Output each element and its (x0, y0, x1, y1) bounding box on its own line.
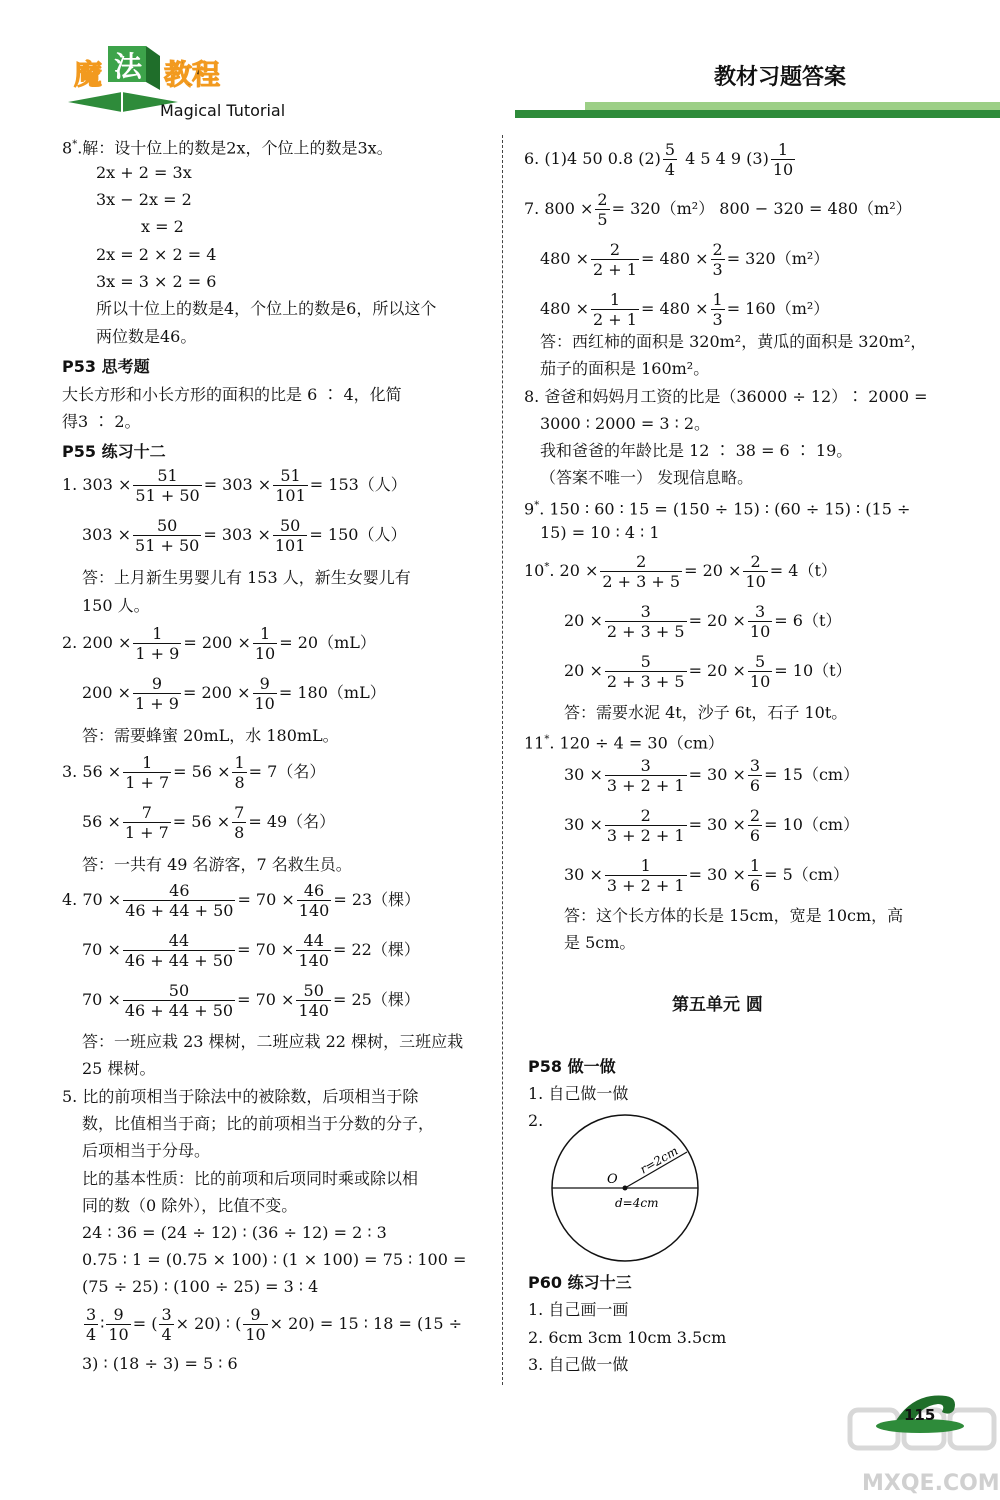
p60-line: 3. 自己做一做 (528, 1355, 629, 1374)
q9-line: 15) = 10 ∶ 4 ∶ 1 (540, 523, 660, 542)
q10-equation-b: 20 × $\frac{3}{2 + 3 + 5}$ = 20 × $\frac{3}{10}$ = 6（t） (564, 602, 842, 641)
circle-diagram (545, 1112, 705, 1276)
logo-char-3: 教程 (164, 58, 221, 91)
q8-heading: 8*.解：设十位上的数是2x，个位上的数是3x。 (62, 138, 393, 158)
p60-title: P60 练习十三 (528, 1273, 632, 1292)
p58-title: P58 做一做 (528, 1057, 616, 1076)
q5-line: 比的基本性质：比的前项和后项同时乘或除以相 (82, 1169, 419, 1188)
q11-answer: 是 5cm。 (564, 933, 636, 952)
q8r-line: 8. 爸爸和妈妈月工资的比是（36000 ÷ 12）∶ 2000 = (524, 387, 928, 406)
q8r-line: （答案不唯一） 发现信息略。 (540, 468, 754, 487)
q4-equation-a: 4. 70 × $\frac{46}{46 + 44 + 50}$ = 70 × $\frac{46}{140}$ = 23（棵） (62, 881, 421, 920)
brand-logo (60, 44, 300, 122)
p60-line: 2. 6cm 3cm 10cm 3.5cm (528, 1328, 727, 1347)
q8-line: 3x − 2x = 2 (96, 190, 192, 209)
p53-title: P53 思考题 (62, 357, 150, 376)
q5-line: 24 ∶ 36 = (24 ÷ 12) ∶ (36 ÷ 12) = 2 ∶ 3 (82, 1223, 387, 1242)
q7-answer: 答：西红柿的面积是 320m²，黄瓜的面积是 320m²， (540, 332, 927, 351)
q4-answer: 25 棵树。 (82, 1059, 156, 1078)
logo-char-1: 魔 (74, 58, 103, 91)
q7-equation-a: 7. 800 × $\frac{2}{5}$ = 320（m²） 800 − 320 = 480（m²） (524, 190, 912, 229)
header-decoration-bar (515, 98, 1000, 122)
q8-line: 2x = 2 × 2 = 4 (96, 245, 217, 264)
q3-equation-a: 3. 56 × $\frac{1}{1 + 7}$ = 56 × $\frac{1}{8}$ = 7（名） (62, 753, 326, 792)
q5-line: 数，比值相当于商；比的前项相当于分数的分子， (82, 1114, 435, 1133)
q8r-line: 我和爸爸的年龄比是 12 ∶ 38 = 6 ∶ 19。 (540, 441, 853, 460)
q3-answer: 答：一共有 49 名游客，7 名救生员。 (82, 855, 352, 874)
column-divider (502, 135, 503, 1385)
q5-line: 5. 比的前项相当于除法中的被除数，后项相当于除 (62, 1087, 419, 1106)
section-title: 教材习题答案 (714, 65, 847, 90)
q6-line: 6. (1)4 50 0.8 (2) $\frac{5}{4}$ 4 5 4 9 (3) $\frac{1}{10}$ (524, 140, 794, 179)
q7-answer: 茄子的面积是 160m²。 (540, 359, 710, 378)
q8-line: 两位数是46。 (96, 327, 197, 346)
q8-line: x = 2 (141, 217, 184, 236)
logo-english: Magical Tutorial (160, 101, 286, 120)
q2-answer: 答：需要蜂蜜 20mL，水 180mL。 (82, 726, 339, 745)
q4-equation-b: 70 × $\frac{44}{46 + 44 + 50}$ = 70 × $\frac{44}{140}$ = 22（棵） (82, 931, 420, 970)
diameter-label: d=4cm (615, 1196, 659, 1210)
q2-equation-a: 2. 200 × $\frac{1}{1 + 9}$ = 200 × $\frac{1}{10}$ = 20（mL） (62, 624, 376, 663)
q1-answer: 150 人。 (82, 596, 150, 615)
p53-line: 得3 ∶ 2。 (62, 412, 141, 431)
p58-line: 2. (528, 1111, 544, 1130)
q8-line: 3x = 3 × 2 = 6 (96, 272, 217, 291)
q1-answer: 答：上月新生男婴儿有 153 人，新生女婴儿有 (82, 568, 411, 587)
q7-equation-c: 480 × $\frac{1}{2 + 1}$ = 480 × $\frac{1}{3}$ = 160（m²） (540, 290, 830, 329)
q2-equation-b: 200 × $\frac{9}{1 + 9}$ = 200 × $\frac{9}{10}$ = 180（mL） (82, 674, 386, 713)
unit-title: 第五单元 圆 (672, 995, 763, 1015)
q11-line: 11*. 120 ÷ 4 = 30（cm） (524, 733, 724, 753)
q5-fraction-line: $\frac{3}{4}$ ∶ $\frac{9}{10}$ = ( $\frac{3}{4}$ × 20) ∶ ( $\frac{9}{10}$ × 20) = 15 ∶ 18 = (15 ÷ (86, 1305, 463, 1344)
q5-line: 后项相当于分母。 (82, 1141, 211, 1160)
q10-answer: 答：需要水泥 4t，沙子 6t，石子 10t。 (564, 703, 848, 722)
p55-title: P55 练习十二 (62, 442, 166, 461)
p53-line: 大长方形和小长方形的面积的比是 6 ∶ 4，化简 (62, 385, 402, 404)
page-number-badge (872, 1390, 982, 1450)
page-number: 115 (904, 1406, 936, 1424)
q5-line: 3) ∶ (18 ÷ 3) = 5 ∶ 6 (82, 1354, 238, 1373)
q1-equation-a: 1. 303 × $\frac{51}{51 + 50}$ = 303 × $\frac{51}{101}$ = 153（人） (62, 466, 407, 505)
q8-line: 2x + 2 = 3x (96, 163, 192, 182)
p60-line: 1. 自己画一画 (528, 1300, 629, 1319)
q11-answer: 答：这个长方体的长是 15cm，宽是 10cm，高 (564, 906, 904, 925)
q8-line: 所以十位上的数是4，个位上的数是6，所以这个 (96, 299, 437, 318)
radius-label: r=2cm (637, 1143, 681, 1177)
q8r-line: 3000 ∶ 2000 = 3 ∶ 2。 (540, 414, 711, 433)
q4-equation-c: 70 × $\frac{50}{46 + 44 + 50}$ = 70 × $\frac{50}{140}$ = 25（棵） (82, 981, 420, 1020)
q5-line: 同的数（0 除外），比值不变。 (82, 1196, 298, 1215)
q1-equation-b: 303 × $\frac{50}{51 + 50}$ = 303 × $\frac{50}{101}$ = 150（人） (82, 516, 407, 555)
q11-equation-a: 30 × $\frac{3}{3 + 2 + 1}$ = 30 × $\frac{3}{6}$ = 15（cm） (564, 756, 860, 795)
q10-equation-c: 20 × $\frac{5}{2 + 3 + 5}$ = 20 × $\frac{5}{10}$ = 10（t） (564, 652, 852, 691)
q11-equation-b: 30 × $\frac{2}{3 + 2 + 1}$ = 30 × $\frac{2}{6}$ = 10（cm） (564, 806, 860, 845)
q9-line: 9*. 150 ∶ 60 ∶ 15 = (150 ÷ 15) ∶ (60 ÷ 15) ∶ (15 ÷ (524, 499, 911, 519)
q7-equation-b: 480 × $\frac{2}{2 + 1}$ = 480 × $\frac{2}{3}$ = 320（m²） (540, 240, 830, 279)
q11-equation-c: 30 × $\frac{1}{3 + 2 + 1}$ = 30 × $\frac{1}{6}$ = 5（cm） (564, 856, 849, 895)
q10-equation-a: 10*. 20 × $\frac{2}{2 + 3 + 5}$ = 20 × $\frac{2}{10}$ = 4（t） (524, 552, 837, 591)
q5-line: 0.75 ∶ 1 = (0.75 × 100) ∶ (1 × 100) = 75 ∶ 100 = (82, 1250, 467, 1269)
watermark-text: MXQE.COM (862, 1471, 1000, 1496)
circle-center-label: O (607, 1172, 618, 1187)
q3-equation-b: 56 × $\frac{7}{1 + 7}$ = 56 × $\frac{7}{8}$ = 49（名） (82, 803, 336, 842)
p58-line: 1. 自己做一做 (528, 1084, 629, 1103)
logo-char-2: 法 (114, 50, 143, 83)
q5-line: (75 ÷ 25) ∶ (100 ÷ 25) = 3 ∶ 4 (82, 1277, 319, 1296)
q4-answer: 答：一班应栽 23 棵树，二班应栽 22 棵树，三班应栽 (82, 1032, 464, 1051)
